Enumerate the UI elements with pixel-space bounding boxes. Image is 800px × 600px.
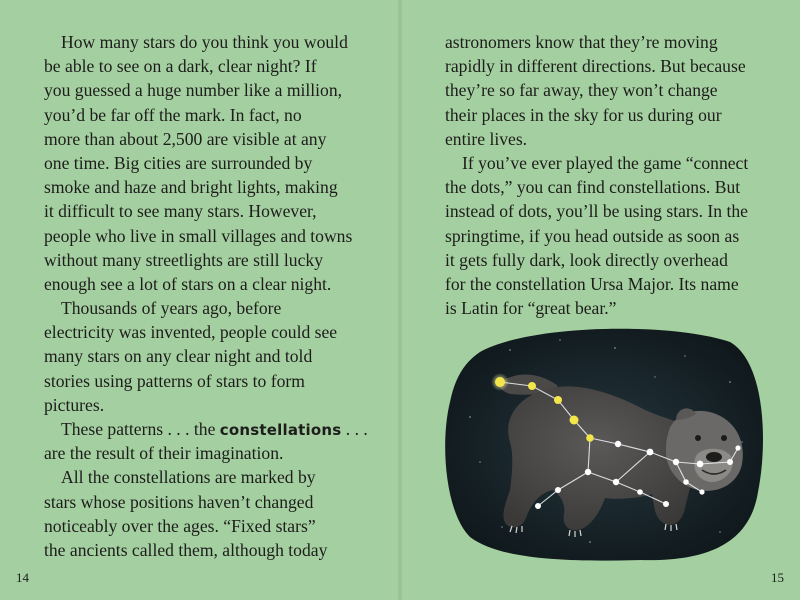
paragraph-line: people who live in small villages and towns [44, 225, 353, 246]
paragraph-line: you guessed a huge number like a million, [44, 80, 343, 101]
paragraph-line: pictures. [44, 394, 105, 415]
paragraph-line: it gets fully dark, look directly overhead [445, 249, 728, 270]
bear-eye-right [721, 435, 727, 441]
paragraph-line: you’d be far off the mark. In fact, no [44, 104, 302, 125]
paragraph-line: their places in the sky for us during our [445, 104, 722, 125]
page-number-right: 15 [771, 570, 784, 585]
paragraph-line: one time. Big cities are surrounded by [44, 152, 313, 173]
paragraph-line: stars whose positions haven’t changed [44, 491, 314, 512]
paragraph-line: it difficult to see many stars. However, [44, 201, 317, 222]
bear-nose [706, 452, 722, 462]
bear-eye-left [695, 435, 701, 441]
paragraph-line: for the constellation Ursa Major. Its name [445, 273, 739, 294]
paragraph-line: All the constellations are marked by [61, 467, 316, 488]
paragraph-line: If you’ve ever played the game “connect [462, 152, 749, 173]
ursa-major-illustration [440, 322, 765, 562]
ursa-major-bear-icon [440, 322, 765, 562]
paragraph-line: without many streetlights are still lucky [44, 249, 324, 270]
keyword-constellations: constellations [219, 421, 342, 439]
paragraph-line: noticeably over the ages. “Fixed stars” [44, 515, 316, 536]
paragraph-line: are the result of their imagination. [44, 443, 284, 464]
paragraph-line: How many stars do you think you would [61, 32, 348, 52]
paragraph-line: the dots,” you can find constellations. But [445, 177, 741, 198]
paragraph-line: smoke and haze and bright lights, making [44, 177, 338, 198]
paragraph-line: stories using patterns of stars to form [44, 370, 305, 391]
paragraph-line: Thousands of years ago, before [61, 298, 282, 319]
paragraph-line: springtime, if you head outside as soon as [445, 225, 740, 246]
paragraph-line: more than about 2,500 are visible at any [44, 128, 327, 149]
paragraph-line: they’re so far away, they won’t change [445, 80, 718, 101]
paragraph-line: rapidly in different directions. But because [445, 56, 746, 77]
paragraph-line: be able to see on a dark, clear night? If [44, 56, 317, 77]
paragraph-line: the ancients called them, although today [44, 539, 328, 560]
right-text-column [445, 30, 770, 320]
paragraph-line: entire lives. [445, 128, 528, 149]
paragraph-line: electricity was invented, people could see [44, 322, 338, 343]
paragraph-line: instead of dots, you’ll be using stars. In the [445, 201, 748, 222]
right-page [400, 0, 800, 600]
left-text-column [44, 30, 368, 562]
paragraph-line: enough see a lot of stars on a clear night. [44, 273, 332, 294]
constellations-line [44, 417, 368, 441]
constellations-line-before: These patterns . . . the [61, 419, 220, 439]
constellations-line-after: . . . [341, 419, 368, 439]
paragraph-line: is Latin for “great bear.” [445, 298, 617, 319]
paragraph-line: many stars on any clear night and told [44, 346, 313, 367]
paragraph-line: astronomers know that they’re moving [445, 32, 718, 52]
page-number-left: 14 [16, 570, 29, 585]
